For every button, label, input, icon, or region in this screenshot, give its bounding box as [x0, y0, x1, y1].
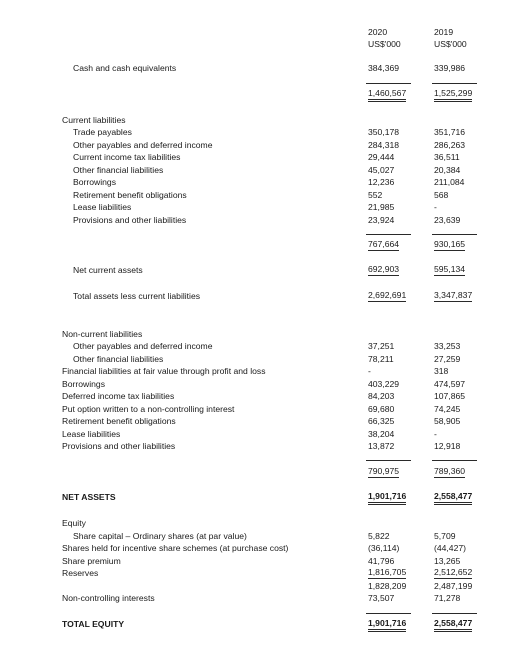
value-2020: 84,203: [368, 391, 395, 401]
row-label-total-assets-less-cl: Total assets less current liabilities: [73, 291, 201, 301]
value-2020: 37,251: [368, 341, 395, 351]
value-2019: 20,384: [434, 164, 461, 175]
row-label: Share premium: [62, 555, 121, 566]
value-2019-total-equity: 2,558,477: [434, 619, 472, 632]
row-label: Financial liabilities at fair value through profit and loss: [62, 366, 266, 376]
value-2019: 286,263: [434, 139, 466, 150]
value-2020: 13,872: [368, 441, 395, 451]
row-label-cash: Cash and cash equivalents: [73, 63, 177, 73]
value-2019-total-assets-less-cl: 3,347,837: [434, 290, 473, 300]
row-label: Other financial liabilities: [73, 353, 164, 364]
value-2020: 21,985: [368, 202, 395, 212]
value-2019: 36,511: [434, 152, 460, 162]
value-2020-total-equity: 1,901,716: [368, 619, 406, 632]
column-unit-2019: US$'000: [434, 39, 467, 49]
row-label: Other payables and deferred income: [73, 139, 213, 150]
value-2019: 12,918: [434, 441, 461, 451]
row-label: Provisions and other liabilities: [62, 441, 176, 451]
value-2019: 568: [434, 189, 449, 200]
divider: [432, 460, 477, 461]
row-label: Lease liabilities: [62, 428, 121, 439]
value-2019: -: [434, 428, 437, 439]
value-2019: (44,427): [434, 543, 467, 553]
value-2020: 284,318: [368, 139, 400, 150]
value-2019: 318: [434, 366, 449, 376]
divider: [366, 613, 411, 614]
row-label: Retirement benefit obligations: [62, 416, 176, 426]
row-label: Reserves: [62, 568, 99, 578]
divider: [432, 613, 477, 614]
value-2019: 27,259: [434, 353, 461, 364]
value-2019: 107,865: [434, 391, 466, 401]
value-2019: 211,084: [434, 177, 465, 187]
value-2020-total-assets-less-cl: 2,692,691: [368, 290, 407, 300]
row-label: Trade payables: [73, 127, 132, 137]
value-2019: 351,716: [434, 127, 466, 137]
value-2019-nci: 71,278: [434, 593, 461, 603]
value-2019: -: [434, 202, 437, 212]
row-label: Provisions and other liabilities: [73, 214, 187, 225]
row-label: Borrowings: [73, 177, 116, 187]
value-2019: 13,265: [434, 555, 461, 566]
row-label: Other financial liabilities: [73, 164, 164, 175]
value-2020: 12,236: [368, 177, 395, 187]
value-2019: 33,253: [434, 341, 461, 351]
column-year-2019: 2019: [434, 27, 454, 37]
section-heading-equity: Equity: [62, 518, 86, 528]
total-2020-non-current-liabilities: 790,975: [368, 466, 400, 476]
divider: [366, 234, 411, 235]
value-2019-net-assets: 2,558,477: [434, 492, 472, 505]
value-2020: 45,027: [368, 164, 395, 175]
value-2019-cash: 339,986: [434, 63, 466, 73]
divider: [432, 234, 477, 235]
row-label-total-equity: TOTAL EQUITY: [62, 619, 125, 629]
row-label: Shares held for incentive share schemes (at purchase cost): [62, 543, 289, 553]
value-2020: 38,204: [368, 428, 395, 439]
value-2020: -: [368, 366, 371, 376]
column-unit-2020: US$'000: [368, 39, 401, 49]
value-2019: 2,512,652: [434, 567, 473, 577]
row-label: Put option written to a non-controlling interest: [62, 403, 235, 414]
value-2019: 5,709: [434, 530, 456, 541]
value-2020: 78,211: [368, 353, 394, 364]
row-label: Share capital – Ordinary shares (at par value): [73, 530, 247, 541]
total-2019-non-current-liabilities: 789,360: [434, 466, 466, 476]
divider: [366, 460, 411, 461]
value-2019: 74,245: [434, 403, 461, 414]
row-label-nci: Non-controlling interests: [62, 593, 155, 603]
value-2020: 23,924: [368, 214, 395, 225]
total-2020-current-assets: 1,460,567: [368, 89, 406, 102]
value-2019: 58,905: [434, 416, 461, 426]
row-label: Deferred income tax liabilities: [62, 391, 175, 401]
value-2020: 41,796: [368, 555, 395, 566]
value-2019-net-current-assets: 595,134: [434, 264, 466, 274]
value-2020: (36,114): [368, 543, 400, 553]
row-label: Borrowings: [62, 378, 105, 389]
value-2020-net-current-assets: 692,903: [368, 264, 400, 274]
row-label: Lease liabilities: [73, 202, 132, 212]
value-2019: 474,597: [434, 378, 466, 389]
subtotal-2020-equity: 1,828,209: [368, 580, 407, 591]
section-heading-current-liabilities: Current liabilities: [62, 115, 126, 125]
row-label: Other payables and deferred income: [73, 341, 213, 351]
value-2020-net-assets: 1,901,716: [368, 492, 406, 505]
divider: [366, 83, 411, 84]
row-label-net-assets: NET ASSETS: [62, 492, 116, 502]
value-2020: 69,680: [368, 403, 395, 414]
divider: [432, 83, 477, 84]
total-2019-current-liabilities: 930,165: [434, 239, 466, 249]
value-2020: 1,816,705: [368, 567, 407, 577]
value-2020-cash: 384,369: [368, 63, 400, 73]
row-label: Current income tax liabilities: [73, 152, 181, 162]
value-2020: 66,325: [368, 416, 395, 426]
row-label: Retirement benefit obligations: [73, 189, 187, 200]
value-2020: 29,444: [368, 152, 395, 162]
row-label-net-current-assets: Net current assets: [73, 265, 143, 275]
value-2020: 350,178: [368, 127, 400, 137]
value-2020: 5,822: [368, 530, 390, 541]
total-2020-current-liabilities: 767,664: [368, 239, 400, 249]
subtotal-2019-equity: 2,487,199: [434, 580, 473, 591]
value-2020: 403,229: [368, 378, 400, 389]
value-2020: 552: [368, 189, 383, 200]
value-2020-nci: 73,507: [368, 593, 395, 603]
section-heading-non-current-liabilities: Non-current liabilities: [62, 329, 143, 339]
total-2019-current-assets: 1,525,299: [434, 89, 472, 102]
value-2019: 23,639: [434, 214, 461, 225]
column-year-2020: 2020: [368, 27, 388, 37]
